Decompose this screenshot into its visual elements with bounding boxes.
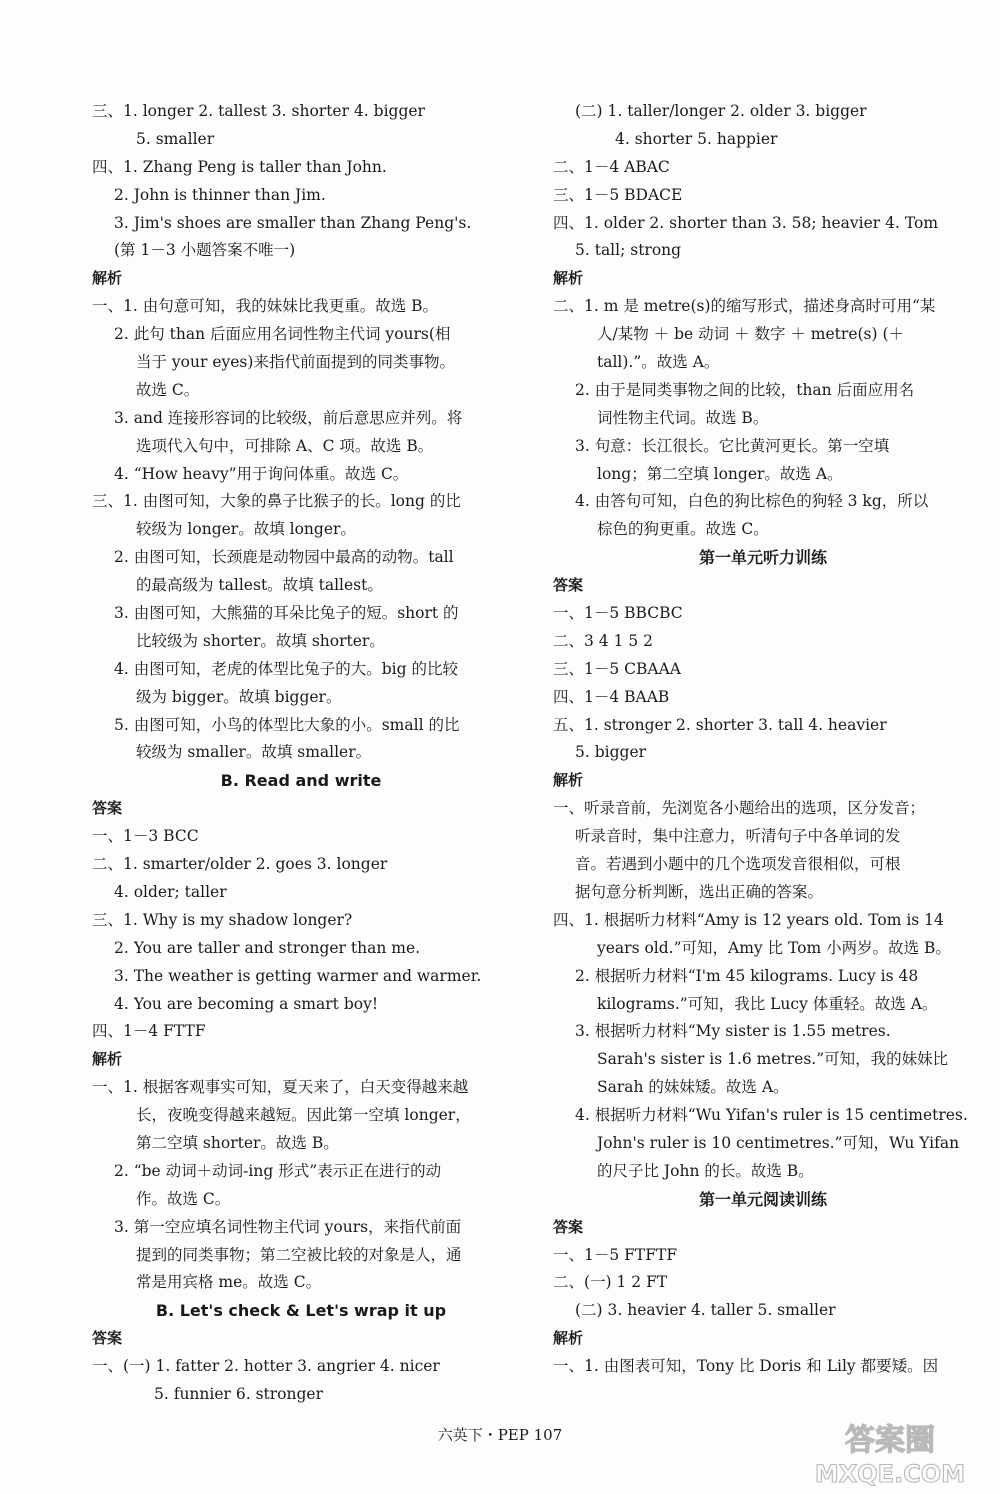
text-line: 三、1. 由图可知，大象的鼻子比猴子的长。long 的比 <box>92 492 461 511</box>
text-line: 故选 C。 <box>136 380 200 399</box>
text-line: 5. smaller <box>136 129 215 148</box>
text-line: 三、1. Why is my shadow longer? <box>92 910 353 929</box>
text-line: 3. The weather is getting warmer and warmer. <box>114 966 482 985</box>
text-line: 一、1. 由句意可知，我的妹妹比我更重。故选 B。 <box>92 297 439 316</box>
text-line: 二、1. smarter/older 2. goes 3. longer <box>92 855 388 874</box>
text-line: (第 1－3 小题答案不唯一) <box>114 241 296 260</box>
text-line: 一、1－5 BBCBC <box>553 604 683 623</box>
text-line: Sarah 的妹妹矮。故选 A。 <box>597 1078 789 1097</box>
text-line: 3. 句意：长江很长。它比黄河更长。第一空填 <box>575 436 890 455</box>
text-line: tall).”。故选 A。 <box>597 353 720 372</box>
section-label: 答案 <box>553 576 584 595</box>
text-line: 4. 由图可知，老虎的体型比兔子的大。big 的比较 <box>114 659 458 678</box>
text-line: 一、听录音前，先浏览各小题给出的选项，区分发音； <box>553 799 926 818</box>
text-line: 3. and 连接形容词的比较级，前后意思应并列。将 <box>114 408 463 427</box>
text-line: 5. 由图可知，小鸟的体型比大象的小。small 的比 <box>114 715 460 734</box>
text-line: 二、(一) 1 2 FT <box>553 1273 668 1292</box>
watermark-line2: MXQE.COM <box>814 1460 966 1488</box>
text-line: John's ruler is 10 centimetres.”可知，Wu Yifan <box>597 1133 960 1152</box>
text-line: 4. shorter 5. happier <box>615 129 778 148</box>
section-label: 解析 <box>553 1329 584 1348</box>
text-line: 五、1. stronger 2. shorter 3. tall 4. heavier <box>553 715 887 734</box>
text-line: kilograms.”可知，我比 Lucy 体重轻。故选 A。 <box>597 994 938 1013</box>
text-line: 选项代入句中，可排除 A、C 项。故选 B。 <box>136 436 434 455</box>
text-line: 提到的同类事物；第二空被比较的对象是人，通 <box>136 1245 462 1264</box>
text-line: 4. “How heavy”用于询问体重。故选 C。 <box>114 464 409 483</box>
text-line: 5. funnier 6. stronger <box>154 1384 323 1403</box>
left-column <box>92 98 510 1409</box>
text-line: 棕色的狗更重。故选 C。 <box>597 520 769 539</box>
section-heading: 第一单元听力训练 <box>698 548 827 568</box>
text-line: 长，夜晚变得越来越短。因此第一空填 longer， <box>136 1106 471 1125</box>
text-line: 四、1－4 FTTF <box>92 1022 206 1041</box>
text-line: 当于 your eyes)来指代前面提到的同类事物。 <box>136 353 455 372</box>
text-line: 2. 由于是同类事物之间的比较，than 后面应用名 <box>575 380 915 399</box>
section-label: 答案 <box>92 1329 123 1348</box>
text-line: 较级为 longer。故填 longer。 <box>136 520 356 539</box>
text-line: 较级为 smaller。故填 smaller。 <box>136 743 372 762</box>
text-line: 一、(一) 1. fatter 2. hotter 3. angrier 4. nicer <box>92 1357 440 1376</box>
text-line: 三、1－5 CBAAA <box>553 659 681 678</box>
section-label: 解析 <box>553 269 584 288</box>
text-line: 一、1. 根据客观事实可知，夏天来了，白天变得越来越 <box>92 1078 469 1097</box>
text-line: 2. 此句 than 后面应用名词性物主代词 yours(相 <box>114 325 451 344</box>
text-line: 二、1－4 ABAC <box>553 157 670 176</box>
text-line: 4. 由答句可知，白色的狗比棕色的狗轻 3 kg，所以 <box>575 492 929 511</box>
text-line: 4. 根据听力材料“Wu Yifan's ruler is 15 centimetres. <box>575 1106 968 1125</box>
text-line: 二、3 4 1 5 2 <box>553 631 654 650</box>
text-line: 的最高级为 tallest。故填 tallest。 <box>136 576 383 595</box>
section-label: 答案 <box>553 1217 584 1236</box>
page-footer: 六英下・PEP 107 <box>437 1426 563 1444</box>
text-line: 四、1. Zhang Peng is taller than John. <box>92 157 387 176</box>
text-line: 4. You are becoming a smart boy! <box>114 994 379 1013</box>
text-line: 2. John is thinner than Jim. <box>114 185 326 204</box>
text-line: years old.”可知，Amy 比 Tom 小两岁。故选 B。 <box>597 938 951 957</box>
text-line: 3. 根据听力材料“My sister is 1.55 metres. <box>575 1022 891 1041</box>
text-line: 四、1. 根据听力材料“Amy is 12 years old. Tom is 14 <box>553 910 944 929</box>
right-column <box>553 98 973 1381</box>
text-line: 常是用宾格 me。故选 C。 <box>136 1273 322 1292</box>
section-heading: B. Read and write <box>220 771 382 791</box>
text-line: 听录音时，集中注意力，听清句子中各单词的发 <box>575 827 901 846</box>
text-line: 2. “be 动词＋动词-ing 形式”表示正在进行的动 <box>114 1161 442 1180</box>
text-line: 2. 由图可知，长颈鹿是动物园中最高的动物。tall <box>114 548 454 567</box>
text-line: 比较级为 shorter。故填 shorter。 <box>136 631 385 650</box>
text-line: 3. Jim's shoes are smaller than Zhang Peng's. <box>114 213 472 232</box>
text-line: 一、1－5 FTFTF <box>553 1245 678 1264</box>
text-line: 2. You are taller and stronger than me. <box>114 938 421 957</box>
section-heading: B. Let's check & Let's wrap it up <box>155 1301 447 1321</box>
section-label: 答案 <box>92 799 123 818</box>
text-line: long；第二空填 longer。故选 A。 <box>597 464 843 483</box>
text-line: (二) 3. heavier 4. taller 5. smaller <box>575 1301 836 1320</box>
text-line: 四、1. older 2. shorter than 3. 58; heavier 4. Tom <box>553 213 939 232</box>
text-line: 5. tall; strong <box>575 241 682 260</box>
text-line: 词性物主代词。故选 B。 <box>597 408 769 427</box>
text-line: 据句意分析判断，选出正确的答案。 <box>575 882 824 901</box>
text-line: 5. bigger <box>575 743 647 762</box>
text-line: 音。若遇到小题中的几个选项发音很相似，可根 <box>575 855 901 874</box>
text-line: 作。故选 C。 <box>136 1189 231 1208</box>
text-line: 人/某物 ＋ be 动词 ＋ 数字 ＋ metre(s) (＋ <box>597 325 905 344</box>
text-line: 2. 根据听力材料“I'm 45 kilograms. Lucy is 48 <box>575 966 919 985</box>
text-line: 四、1－4 BAAB <box>553 687 670 706</box>
text-line: 4. older; taller <box>114 882 227 901</box>
watermark-line1: 答案圈 <box>845 1423 935 1458</box>
text-line: 三、1. longer 2. tallest 3. shorter 4. bigger <box>92 102 425 120</box>
text-line: 一、1－3 BCC <box>92 827 199 846</box>
text-line: 二、1. m 是 metre(s)的缩写形式，描述身高时可用“某 <box>553 297 936 316</box>
section-label: 解析 <box>92 269 123 288</box>
text-line: 级为 bigger。故填 bigger。 <box>136 687 342 706</box>
watermark-logo <box>792 1418 988 1488</box>
text-line: 一、1. 由图表可知，Tony 比 Doris 和 Lily 都要矮。因 <box>553 1357 939 1376</box>
section-label: 解析 <box>92 1050 123 1069</box>
text-line: 的尺子比 John 的长。故选 B。 <box>597 1161 814 1180</box>
text-line: 三、1－5 BDACE <box>553 185 683 204</box>
text-line: 第二空填 shorter。故选 B。 <box>136 1133 339 1152</box>
text-line: Sarah's sister is 1.6 metres.”可知，我的妹妹比 <box>597 1050 949 1069</box>
text-line: (二) 1. taller/longer 2. older 3. bigger <box>575 102 867 120</box>
section-label: 解析 <box>553 771 584 790</box>
section-heading: 第一单元阅读训练 <box>698 1189 827 1209</box>
text-line: 3. 由图可知，大熊猫的耳朵比兔子的短。short 的 <box>114 604 459 623</box>
text-line: 3. 第一空应填名词性物主代词 yours，来指代前面 <box>114 1217 462 1236</box>
